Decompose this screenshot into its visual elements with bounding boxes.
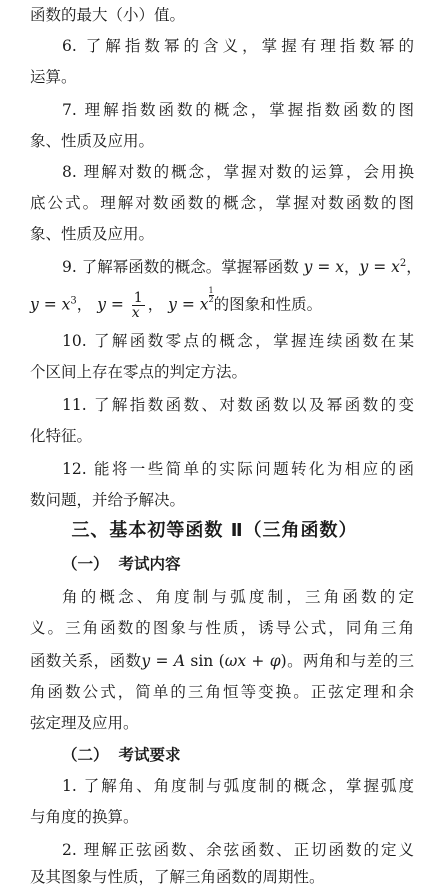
math-op: ，	[76, 295, 93, 314]
text-line: 7. 理解指数函数的概念，掌握指数函数的图	[62, 101, 414, 119]
fraction-denominator: x	[131, 305, 140, 321]
fraction-denominator: 2	[208, 295, 214, 304]
text-line-with-math	[30, 286, 414, 321]
text-segment: 。两角和与差的三	[286, 652, 414, 670]
subsection-label: 考试要求	[118, 746, 181, 764]
math-fraction	[132, 291, 145, 320]
text-line: 1. 了解角、角度制与弧度制的概念，掌握弧度	[62, 777, 414, 795]
math-op: ，	[406, 258, 422, 276]
math-op: =	[368, 258, 392, 276]
text-segment: 9. 了解幂函数的概念。掌握幂函数	[62, 258, 299, 276]
math-op: (	[218, 652, 225, 670]
math-op: =	[38, 295, 62, 314]
text-line: 个区间上存在零点的判定方法。	[30, 363, 248, 381]
text-line: 10. 了解函数零点的概念，掌握连续函数在某	[62, 332, 414, 350]
math-exp: 3	[70, 295, 77, 307]
fraction-numerator: 1	[208, 286, 214, 295]
math-var: y	[359, 258, 369, 276]
math-op: =	[312, 258, 336, 276]
text-line: 数问题，并给予解决。	[30, 491, 186, 509]
math-var: φ	[269, 652, 281, 670]
math-op: ，	[147, 295, 164, 314]
text-line: 底公式。理解对数函数的概念，掌握对数函数的图	[30, 194, 414, 212]
text-line: 化特征。	[30, 427, 93, 445]
math-op: =	[105, 295, 129, 314]
text-line: 11. 了解指数函数、对数函数以及幂函数的变	[62, 396, 414, 414]
math-var: x	[391, 258, 400, 276]
math-var: A	[173, 652, 186, 670]
subsection-label: 考试内容	[118, 555, 181, 573]
text-line: 角函数公式，简单的三角恒等变换。正弦定理和余	[30, 683, 414, 701]
math-var: y	[30, 295, 39, 314]
text-line: 与角度的换算。	[30, 808, 139, 826]
subsection-number: （二）	[62, 746, 109, 764]
text-line: 12. 能将一些简单的实际问题转化为相应的函	[62, 460, 414, 478]
math-var: x	[335, 258, 345, 276]
text-line: 运算。	[30, 68, 77, 86]
math-op: =	[150, 652, 174, 670]
math-op: +	[246, 652, 270, 670]
math-var: y	[303, 258, 313, 276]
math-var: x	[199, 295, 209, 314]
text-line: 8. 理解对数的概念，掌握对数的运算，会用换	[62, 163, 414, 181]
text-line-with-math	[62, 256, 422, 278]
text-segment: 的图象和性质。	[213, 295, 323, 314]
text-line: 6. 了解指数幂的含义，掌握有理指数幂的	[62, 37, 414, 55]
math-op: ，	[344, 258, 360, 276]
text-line: 象、性质及应用。	[30, 225, 155, 243]
math-var: y	[141, 652, 151, 670]
math-var: y	[168, 295, 177, 314]
subsection-heading	[62, 553, 181, 575]
math-var: y	[97, 295, 106, 314]
text-line-with-math	[30, 650, 414, 672]
text-line: 及其图象与性质，了解三角函数的周期性。	[30, 868, 325, 886]
math-var: x	[61, 295, 71, 314]
math-func: sin	[185, 652, 219, 670]
text-line: 角的概念、角度制与弧度制，三角函数的定	[62, 588, 414, 606]
math-op: )	[280, 652, 287, 670]
text-line: 象、性质及应用。	[30, 132, 155, 150]
subsection-heading	[62, 744, 181, 766]
fraction-numerator: 1	[133, 290, 143, 306]
text-line: 2. 理解正弦函数、余弦函数、正切函数的定义	[62, 841, 414, 859]
text-line: 函数的最大（小）值。	[30, 6, 186, 24]
section-heading: 三、基本初等函数 Ⅱ（三角函数）	[71, 520, 358, 541]
subsection-number: （一）	[62, 555, 109, 573]
text-line: 弦定理及应用。	[30, 714, 139, 732]
text-line: 义。三角函数的图象与性质，诱导公式，同角三角	[30, 619, 414, 637]
math-exp: 2	[399, 257, 407, 269]
math-var: ωx	[224, 652, 247, 670]
math-op: =	[176, 295, 200, 314]
text-segment: 函数关系，函数	[30, 652, 142, 670]
